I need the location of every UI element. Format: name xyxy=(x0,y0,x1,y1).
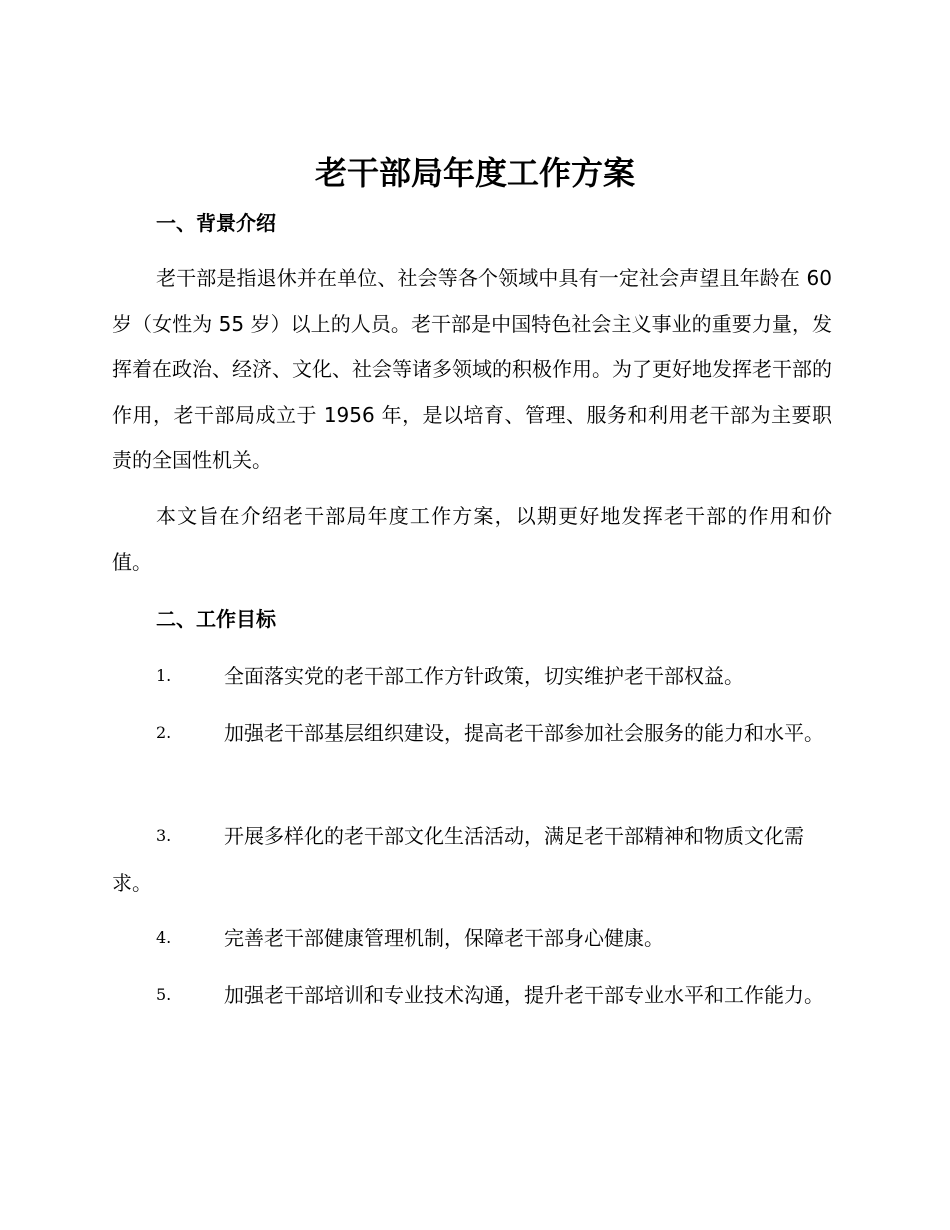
section-heading-goals: 二、工作目标 xyxy=(156,607,276,631)
background-paragraph-1: 老干部是指退休并在单位、社会等各个领域中具有一定社会声望且年龄在 60 岁（女性为 55 岁）以上的人员。老干部是中国特色社会主义事业的重要力量，发挥着在政治、经济、文化、社会等诸多领域的积极作用。为了更好地发挥老干部的作用，老干部局成立于 1956 年，是以培育、管理、服务和利用老干部为主要职责的全国性机关。 xyxy=(112,266,832,472)
goal-item xyxy=(112,813,832,906)
goal-item-text: 完善老干部健康管理机制，保障老干部身心健康。 xyxy=(224,926,664,950)
goal-item xyxy=(112,972,832,1019)
goal-item-number: 3. xyxy=(156,826,172,845)
goal-item-number: 5. xyxy=(156,985,172,1004)
goal-item-text: 开展多样化的老干部文化生活活动，满足老干部精神和物质文化需求。 xyxy=(112,824,804,895)
goal-item-number: 1. xyxy=(156,666,172,685)
goal-item-text: 加强老干部基层组织建设，提高老干部参加社会服务的能力和水平。 xyxy=(224,721,824,745)
goal-item xyxy=(112,653,832,700)
goal-item-number: 4. xyxy=(156,928,172,947)
section-heading-background: 一、背景介绍 xyxy=(156,211,276,235)
goal-item-text: 全面落实党的老干部工作方针政策，切实维护老干部权益。 xyxy=(224,664,744,688)
goal-item-text: 加强老干部培训和专业技术沟通，提升老干部专业水平和工作能力。 xyxy=(224,983,824,1007)
document-title: 老干部局年度工作方案 xyxy=(314,154,635,192)
goal-item xyxy=(112,710,832,757)
goal-item xyxy=(112,915,832,962)
goal-item-number: 2. xyxy=(156,723,172,742)
background-paragraph-2: 本文旨在介绍老干部局年度工作方案，以期更好地发挥老干部的作用和价值。 xyxy=(112,504,832,574)
